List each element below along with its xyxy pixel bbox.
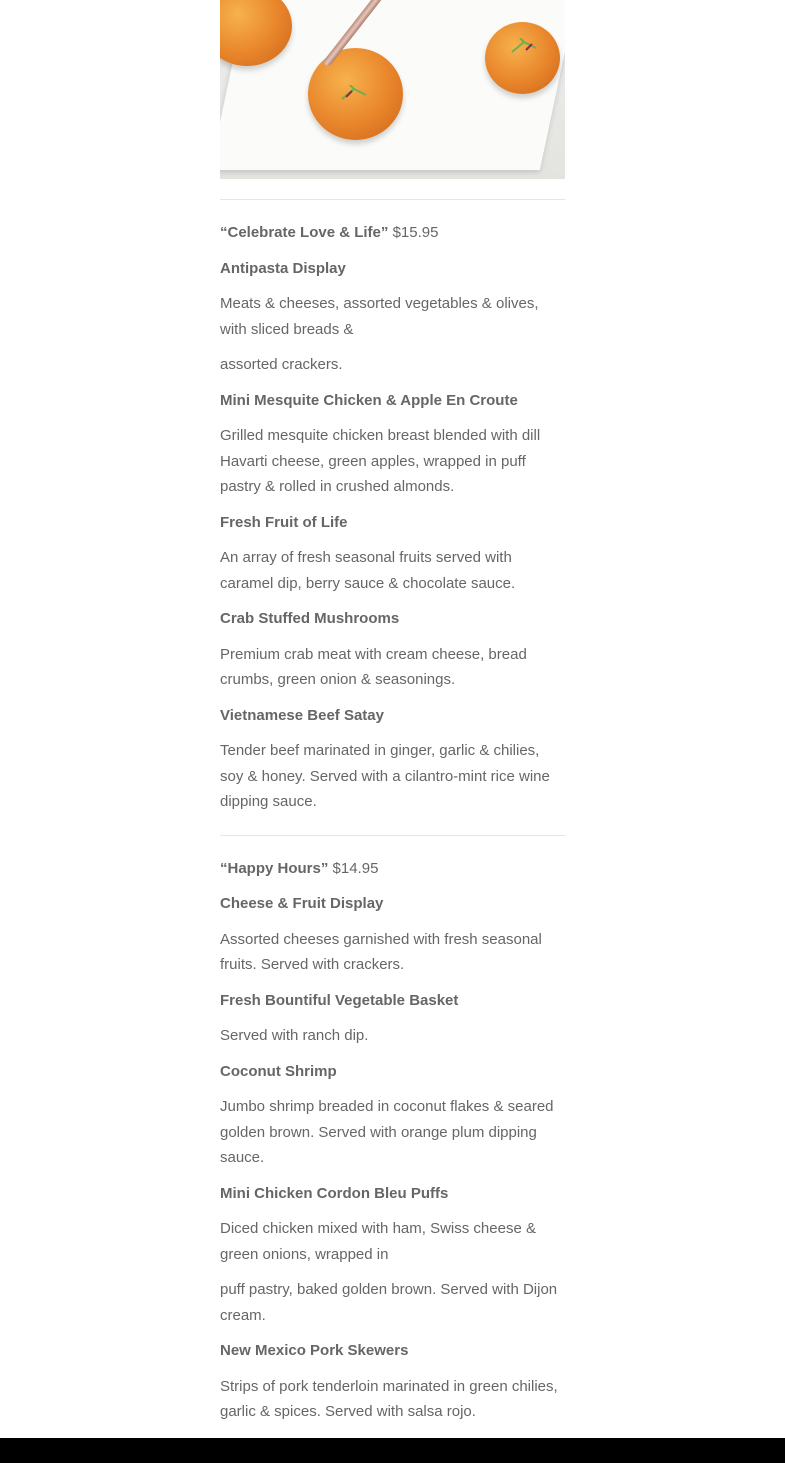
item-title: Mini Mesquite Chicken & Apple En Croute <box>220 391 518 409</box>
item-description: Tender beef marinated in ginger, garlic & chilies, soy & honey. Served with a cilantro-mint rice wine dipping sauce. <box>220 742 550 810</box>
package-heading <box>220 220 565 246</box>
package-name: “Celebrate Love & Life” <box>220 224 389 241</box>
item-title: Fresh Fruit of Life <box>220 513 348 531</box>
menu-column <box>220 0 565 1435</box>
item-description: Strips of pork tenderloin marinated in green chilies, garlic & spices. Served with salsa rojo. <box>220 1377 558 1420</box>
package-heading <box>220 856 565 882</box>
item-description: Grilled mesquite chicken breast blended with dill Havarti cheese, green apples, wrapped in puff pastry & rolled in crushed almonds. <box>220 427 541 495</box>
item-title: Antipasta Display <box>220 259 346 277</box>
item-title: Fresh Bountiful Vegetable Basket <box>220 991 459 1009</box>
item-description: Jumbo shrimp breaded in coconut flakes & seared golden brown. Served with orange plum dipping sauce. <box>220 1098 554 1166</box>
item-description: Served with ranch dip. <box>220 1027 369 1044</box>
food-photo <box>220 0 565 179</box>
item-description: Meats & cheeses, assorted vegetables & olives, with sliced breads & <box>220 295 539 338</box>
item-title: Crab Stuffed Mushrooms <box>220 610 400 627</box>
package-name: “Happy Hours” <box>220 859 329 877</box>
item-title: New Mexico Pork Skewers <box>220 1342 409 1359</box>
item-title: Cheese & Fruit Display <box>220 895 384 912</box>
item-description: Premium crab meat with cream cheese, bread crumbs, green onion & seasonings. <box>220 645 527 688</box>
item-description: Assorted cheeses garnished with fresh seasonal fruits. Served with crackers. <box>220 930 542 973</box>
package-price: $14.95 <box>332 859 379 877</box>
item-description: Diced chicken mixed with ham, Swiss cheese & green onions, wrapped in <box>220 1220 536 1263</box>
item-description: An array of fresh seasonal fruits served with caramel dip, berry sauce & chocolate sauce. <box>220 549 516 592</box>
item-title: Vietnamese Beef Satay <box>220 706 384 724</box>
item-description: assorted crackers. <box>220 356 343 373</box>
item-title: Mini Chicken Cordon Bleu Puffs <box>220 1184 449 1202</box>
item-description: puff pastry, baked golden brown. Served with Dijon cream. <box>220 1281 558 1324</box>
package-price: $15.95 <box>392 224 439 241</box>
bottom-bar <box>0 1438 785 1463</box>
item-title: Coconut Shrimp <box>220 1062 337 1080</box>
